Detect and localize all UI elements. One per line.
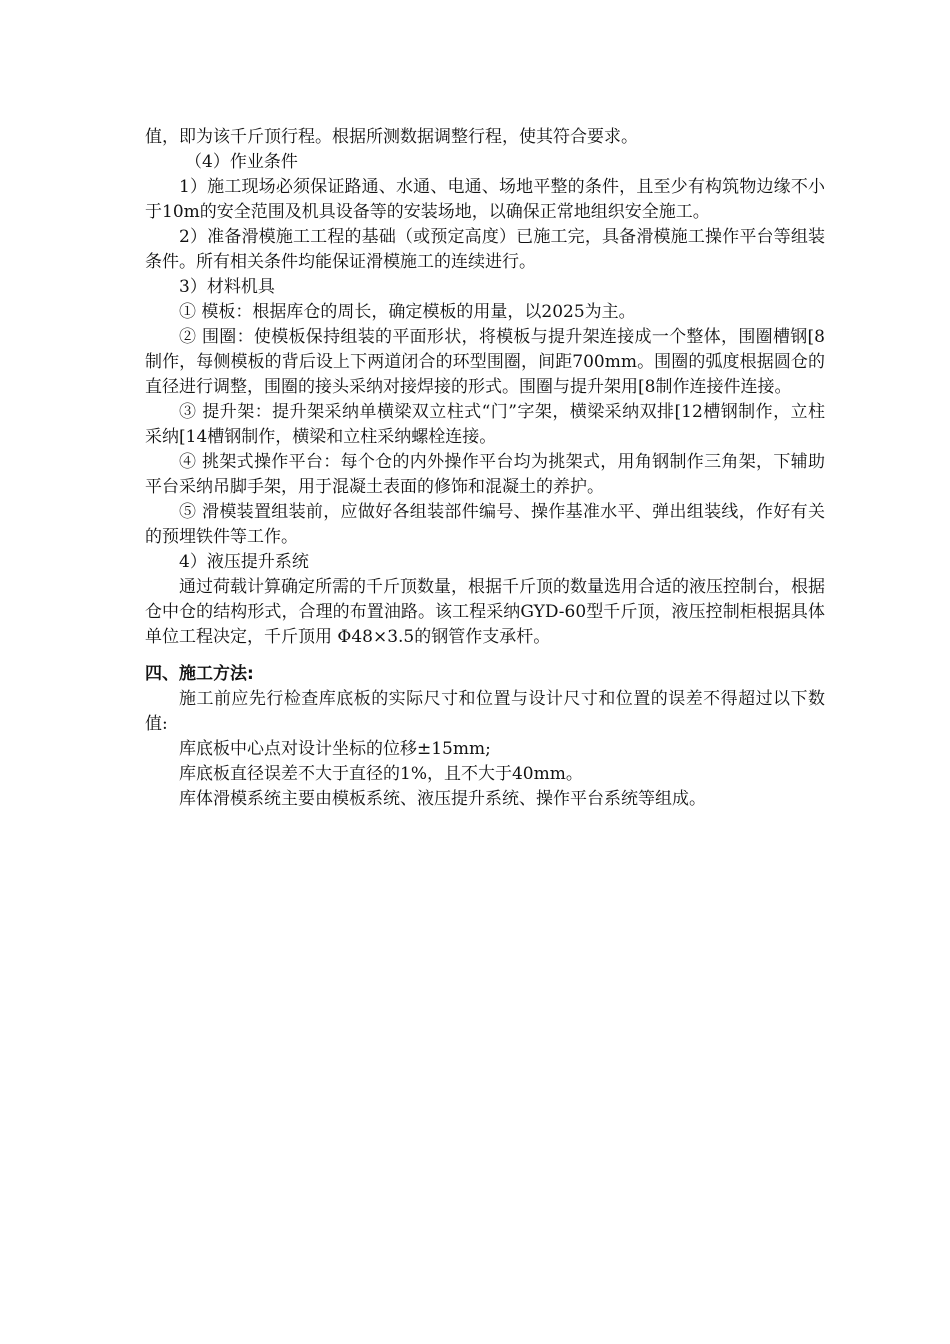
subheading-work-conditions: （4）作业条件 [185, 152, 298, 172]
paragraph-cantilever-platform: ④ 挑架式操作平台：每个仓的内外操作平台均为挑架式，用角钢制作三角架，下辅助平台采纳吊脚手架，用于混凝土表面的修饰和混凝土的养护。 [145, 452, 825, 497]
paragraph-formwork: ① 模板：根据库仓的周长，确定模板的用量，以2025为主。 [179, 302, 636, 322]
paragraph-site-conditions: 1）施工现场必须保证路通、水通、电通、场地平整的条件，且至少有构筑物边缘不小于10m的安全范围及机具设备等的安装场地，以确保正常地组织安全施工。 [145, 177, 825, 222]
subheading-hydraulic-system: 4）液压提升系统 [179, 552, 309, 572]
section-heading-construction-method: 四、施工方法: [145, 664, 254, 684]
paragraph-pre-construction-check: 施工前应先行检查库底板的实际尺寸和位置与设计尺寸和位置的误差不得超过以下数值: [145, 689, 825, 734]
paragraph-lifting-frame: ③ 提升架：提升架采纳单横梁双立柱式“门”字架，横梁采纳双排[12槽钢制作，立柱采纳[14槽钢制作，横梁和立柱采纳螺栓连接。 [145, 402, 825, 447]
paragraph-center-tolerance: 库底板中心点对设计坐标的位移±15mm; [179, 739, 491, 759]
paragraph-diameter-tolerance: 库底板直径误差不大于直径的1%，且不大于40mm。 [179, 764, 583, 784]
document-body [145, 125, 825, 812]
paragraph-jack-stroke: 值，即为该千斤顶行程。根据所测数据调整行程，使其符合要求。 [145, 127, 638, 147]
paragraph-hydraulic-details: 通过荷载计算确定所需的千斤顶数量，根据千斤顶的数量选用合适的液压控制台，根据仓中仓的结构形式，合理的布置油路。该工程采纳GYD-60型千斤顶，液压控制柜根据具体单位工程决定，千斤顶用 Φ48×3.5的钢管作支承杆。 [145, 577, 825, 647]
subheading-materials-equipment: 3）材料机具 [179, 277, 275, 297]
paragraph-foundation-ready: 2）准备滑模施工工程的基础（或预定高度）已施工完，具备滑模施工操作平台等组装条件。所有相关条件均能保证滑模施工的连续进行。 [145, 227, 825, 272]
paragraph-enclosure-ring: ② 围圈：使模板保持组装的平面形状，将模板与提升架连接成一个整体，围圈槽钢[8制作，每侧模板的背后设上下两道闭合的环型围圈，间距700mm。围圈的弧度根据圆仓的直径进行调整，围圈的接头采纳对接焊接的形式。围圈与提升架用[8制作连接件连接。 [145, 327, 825, 397]
paragraph-system-composition: 库体滑模系统主要由模板系统、液压提升系统、操作平台系统等组成。 [179, 789, 706, 809]
paragraph-assembly-prep: ⑤ 滑模装置组装前，应做好各组装部件编号、操作基准水平、弹出组装线，作好有关的预埋铁件等工作。 [145, 502, 825, 547]
